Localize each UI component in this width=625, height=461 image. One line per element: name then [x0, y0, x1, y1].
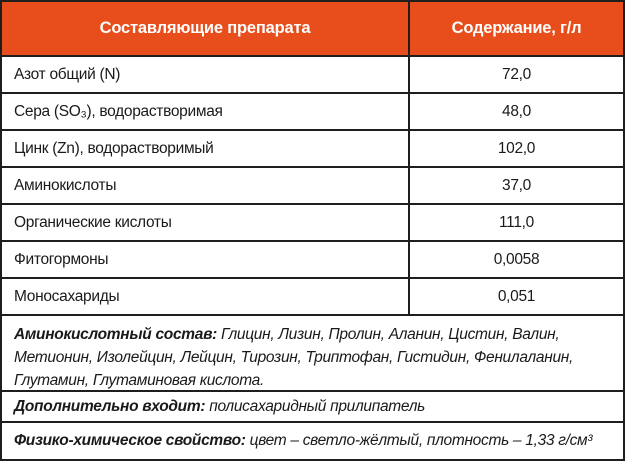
table-row: [2, 55, 623, 92]
component-name: Сера (SO₃), водорастворимая: [2, 94, 410, 129]
note-text: цвет – светло-жёлтый, плотность – 1,33 г/см³: [245, 432, 593, 449]
header-cell-content: Содержание, г/л: [451, 19, 582, 37]
header-cell-components: Составляющие препарата: [2, 2, 410, 55]
component-name: Цинк (Zn), водорастворимый: [2, 131, 410, 166]
component-value: 72,0: [502, 65, 531, 83]
note-label: Дополнительно входит:: [14, 397, 206, 415]
component-value: 37,0: [502, 176, 531, 194]
component-value: 0,051: [497, 287, 536, 305]
note-label: Физико-химическое свойство:: [14, 432, 246, 449]
component-name: Органические кислоты: [2, 205, 410, 240]
component-value: 102,0: [497, 139, 536, 157]
component-name: Азот общий (N): [2, 57, 410, 92]
component-name: Фитогормоны: [2, 242, 410, 277]
component-name: Аминокислоты: [2, 168, 410, 203]
table-row: [2, 203, 623, 240]
table-row: [2, 166, 623, 203]
component-value: 48,0: [502, 102, 531, 120]
component-value: 0,0058: [493, 250, 540, 268]
note-label: Аминокислотный состав:: [14, 326, 217, 343]
table-row: [2, 92, 623, 129]
table-header-row: [2, 2, 623, 55]
note-amino-acid-composition: [2, 314, 623, 390]
component-value: 111,0: [499, 213, 534, 231]
note-physical-chemical-property: [2, 421, 623, 459]
table-row: [2, 240, 623, 277]
table-row: [2, 129, 623, 166]
table-row: [2, 277, 623, 314]
component-name: Моносахариды: [2, 279, 410, 314]
note-text: Глицин, Лизин, Пролин, Аланин, Цистин, Валин, Метионин, Изолейцин, Лейцин, Тирозин, Триптофан, Гистидин, Фенилаланин, Глутамин, Глутаминовая кислота.: [14, 326, 574, 389]
note-additional-ingredient: [2, 390, 623, 421]
note-text: полисахаридный прилипатель: [205, 397, 426, 415]
